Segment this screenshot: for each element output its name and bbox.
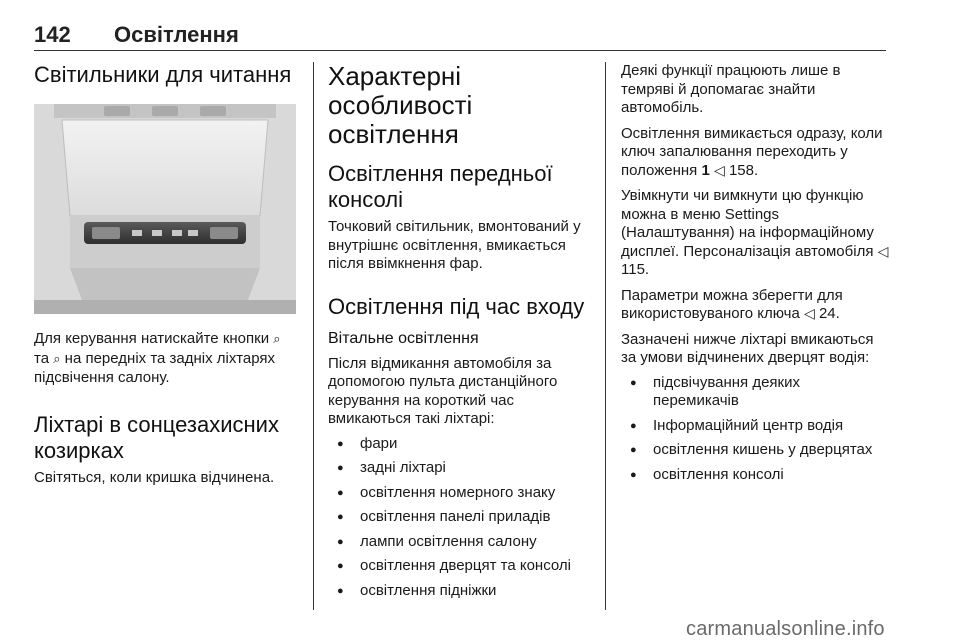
subheading-front-console: Освітлення передньої консолі	[328, 161, 553, 212]
column-2	[328, 62, 592, 600]
list-item: ● освітлення номерного знаку	[328, 484, 592, 503]
page-header	[34, 22, 886, 51]
chapter-title: Освітлення	[114, 22, 239, 47]
paragraph-darkness-function: Деякі функції працюють лише в темряві й допомагає знайти автомобіль.	[621, 62, 841, 116]
welcome-lights-list	[328, 435, 592, 601]
section-heading-lighting-features: Характерні особливості освітлення	[328, 61, 473, 149]
rear-reading-lamp-icon: ⌕	[53, 351, 61, 367]
paragraph-driver-door-lights: Зазначені нижче ліхтарі вмикаються за умови відчинених дверцят водія:	[621, 330, 874, 366]
list-item: ● Інформаційний центр водія	[621, 417, 889, 436]
list-item: ● задні ліхтарі	[328, 459, 592, 478]
page-reference-arrow-icon: ◁	[803, 306, 815, 322]
front-console-text: Точковий світильник, вмонтований у внутрішнє освітлення, вмикається після ввімкнення фар.	[328, 218, 581, 272]
list-item: ● освітлення підніжки	[328, 582, 592, 601]
column-3	[621, 62, 889, 484]
paragraph-key-settings: Параметри можна зберегти для використовуваного ключа ◁ 24.	[621, 286, 843, 322]
list-item: ● освітлення дверцят та консолі	[328, 557, 592, 576]
page-reference[interactable]: 24.	[818, 305, 840, 322]
reading-lamp-caption: Для керування натискайте кнопки ⌕ та ⌕ на передніх та задніх ліхтарях підсвічення салону.	[34, 330, 281, 386]
page-reference[interactable]: 115.	[621, 261, 650, 278]
driver-door-lights-list	[621, 374, 889, 485]
page-reference[interactable]: 158.	[728, 161, 759, 179]
list-item: ● освітлення панелі приладів	[328, 508, 592, 527]
reading-lamp-photo	[34, 104, 296, 314]
list-item: ● освітлення консолі	[621, 466, 889, 485]
page-reference-arrow-icon: ◁	[877, 243, 889, 260]
paragraph-ignition-off: Освітлення вимикається одразу, коли ключ запалювання переходить у положення 1 ◁ 158.	[621, 124, 883, 179]
section-heading-sun-visor-lamps: Ліхтарі в сонцезахисних козирках	[34, 411, 279, 463]
column-divider	[605, 62, 606, 610]
page-reference-arrow-icon: ◁	[713, 162, 725, 179]
sun-visor-text: Світяться, коли кришка відчинена.	[34, 468, 275, 486]
subheading-entry-lighting: Освітлення під час входу	[328, 293, 585, 319]
list-item: ● освітлення кишень у дверцятах	[621, 441, 889, 460]
reading-lamp-illustration	[34, 104, 296, 314]
page-number: 142	[34, 22, 71, 47]
list-item: ● підсвічування деяких перемикачів	[621, 374, 889, 411]
front-reading-lamp-icon: ⌕	[273, 332, 281, 347]
watermark: carmanualsonline.info	[686, 618, 885, 640]
list-item: ● фари	[328, 435, 592, 454]
section-heading-reading-lamps: Світильники для читання	[34, 62, 292, 87]
paragraph-settings-menu: Увімкнути чи вимкнути цю функцію можна в меню Settings (Налаштування) на інформаційному дисплеї. Персоналізація автомобіля ◁ 115.	[621, 187, 889, 278]
welcome-lighting-text: Після відмикання автомобіля за допомогою пульта дистанційного керування на короткий час вмикаються такі ліхтарі:	[328, 354, 558, 427]
list-item: ● лампи освітлення салону	[328, 533, 592, 552]
column-divider	[313, 62, 314, 610]
column-1	[34, 62, 296, 487]
ignition-position: 1	[701, 161, 710, 179]
subheading-welcome-lighting: Вітальне освітлення	[328, 329, 479, 347]
